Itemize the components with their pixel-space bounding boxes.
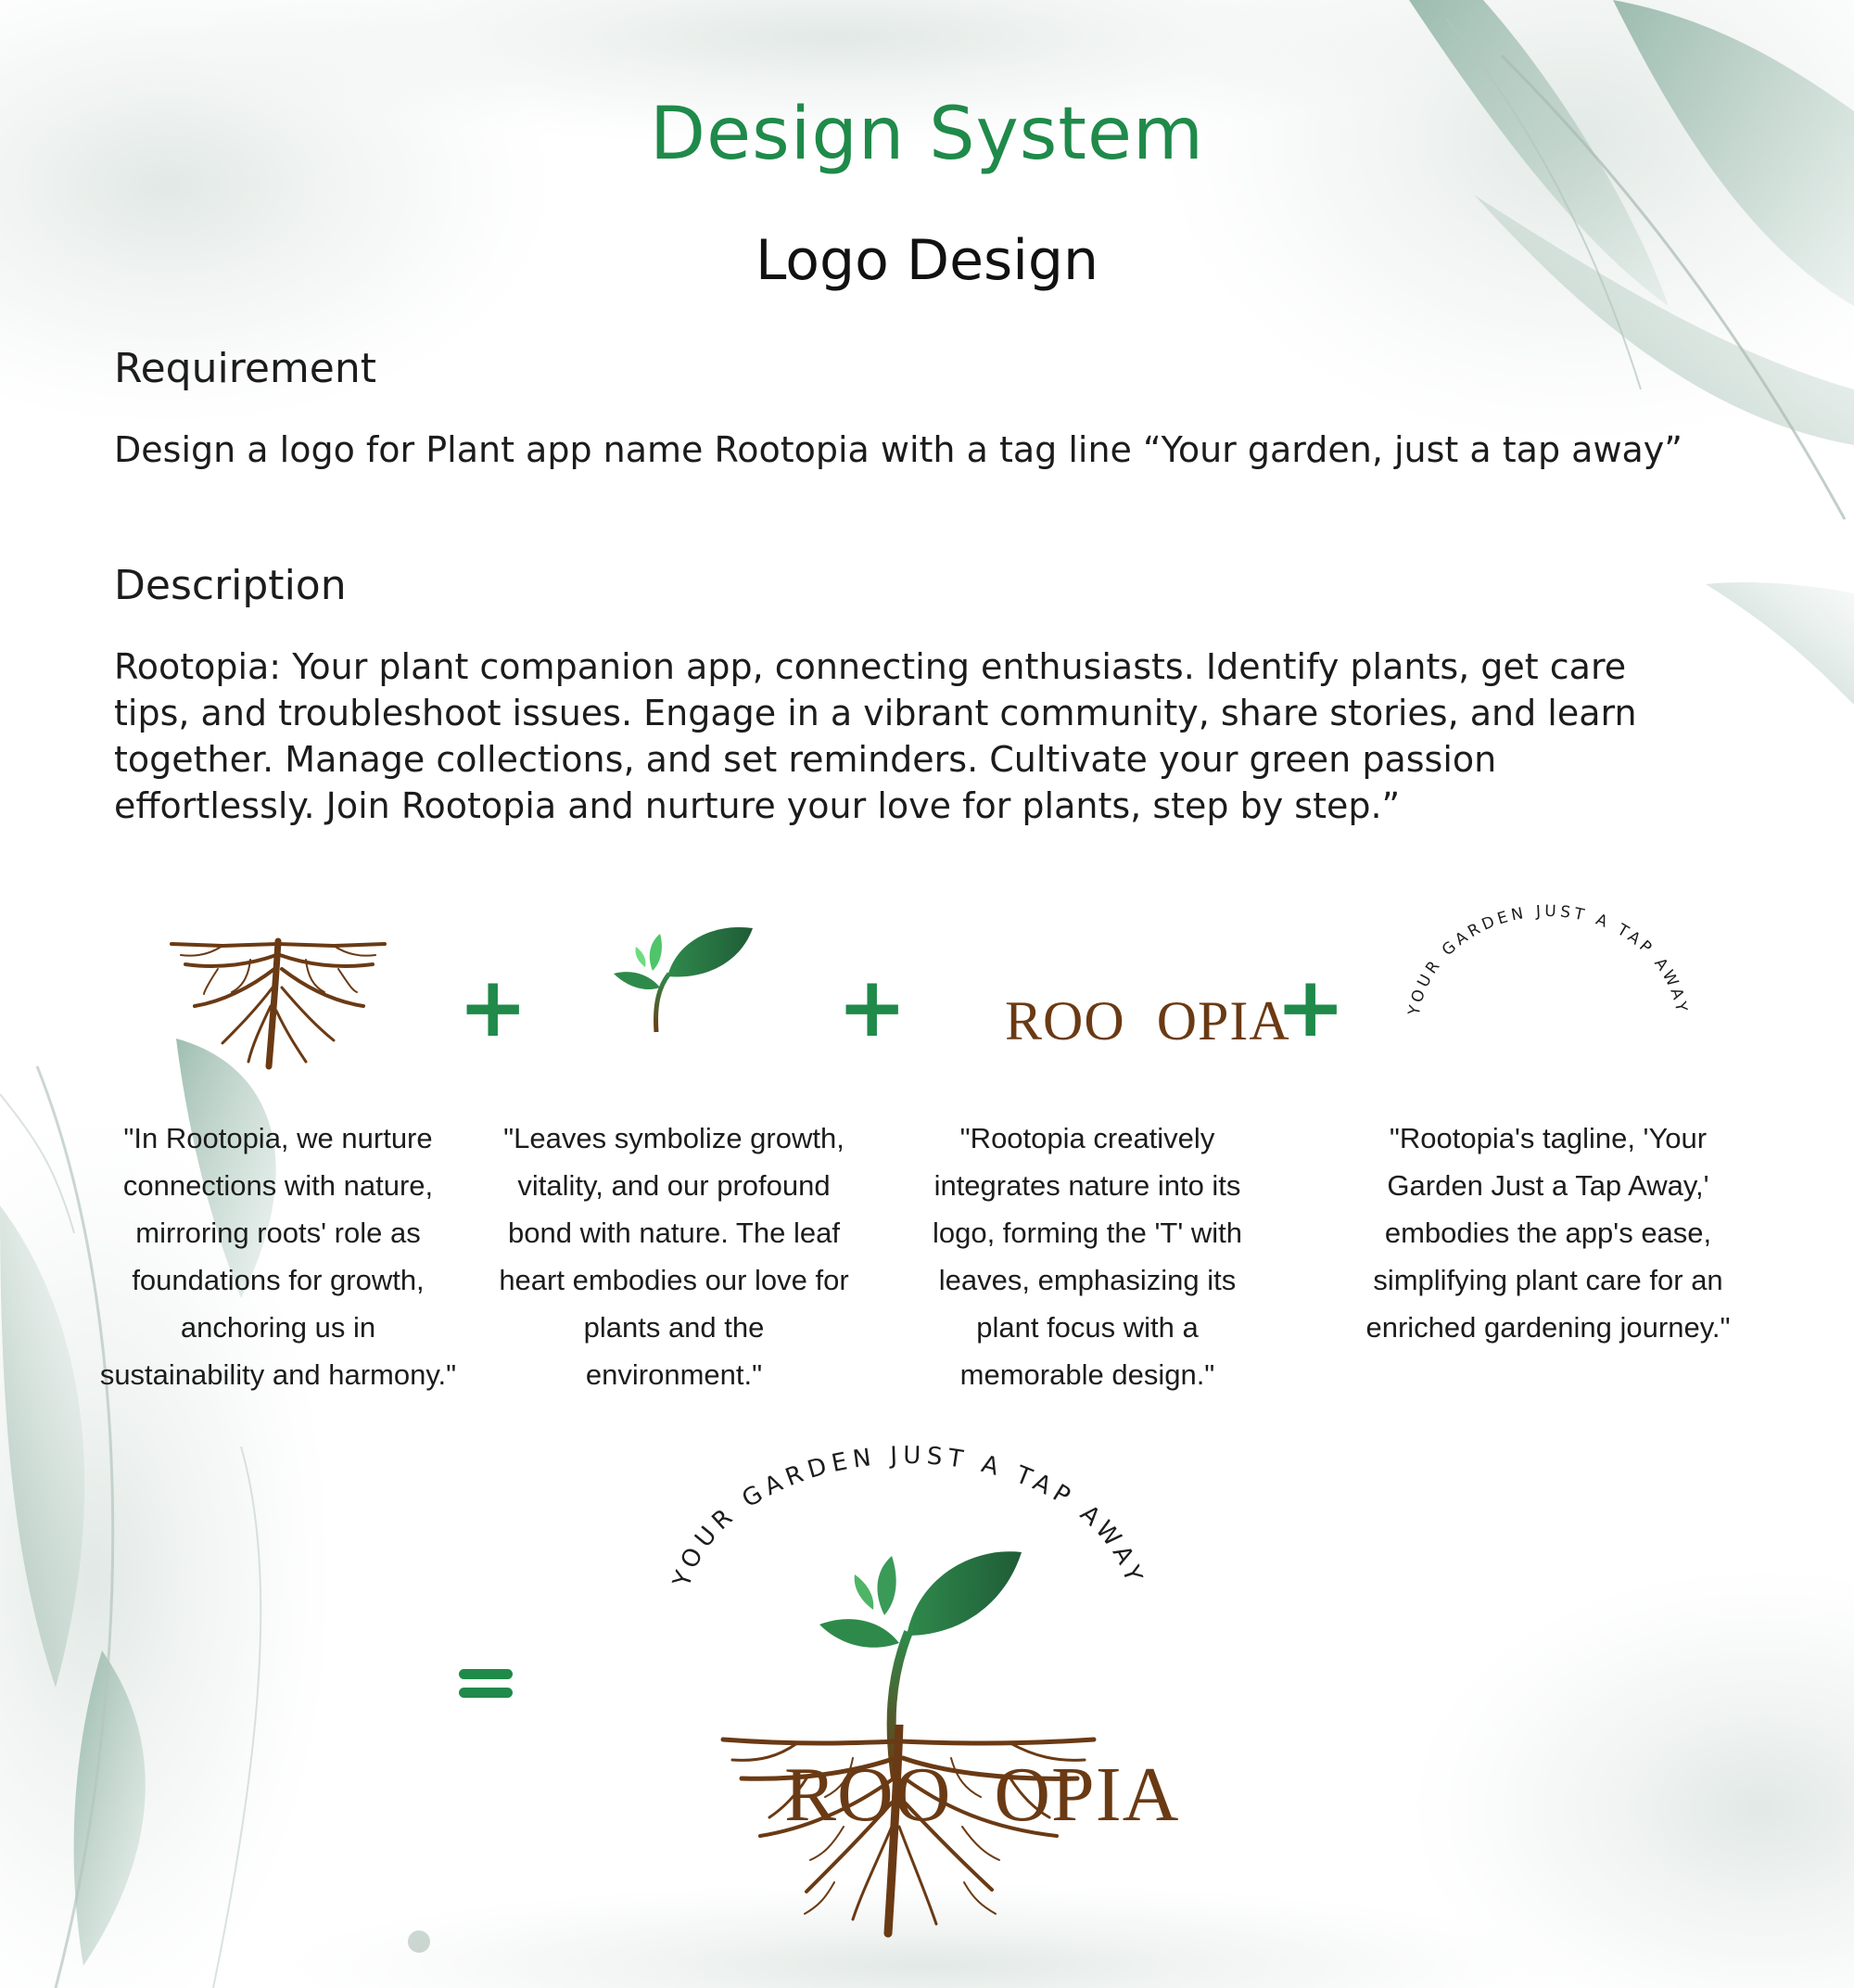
wordmark-right: OPIA bbox=[1156, 990, 1290, 1051]
caption-line: sustainability and harmony." bbox=[99, 1358, 457, 1391]
wordmark-left: ROO bbox=[1005, 990, 1125, 1051]
description-text bbox=[114, 644, 1727, 829]
caption-line: Garden Just a Tap Away,' bbox=[1387, 1169, 1709, 1202]
leaf-sprout-icon bbox=[612, 923, 760, 1034]
final-tagline-text: YOUR GARDEN JUST A TAP AWAY bbox=[667, 1441, 1149, 1591]
caption-line: "Leaves symbolize growth, bbox=[503, 1122, 844, 1154]
roots-caption bbox=[88, 1115, 468, 1398]
description-line: together. Manage collections, and set reminders. Cultivate your green passion bbox=[114, 739, 1497, 780]
description-line: effortlessly. Join Rootopia and nurture your love for plants, step by step.” bbox=[114, 785, 1401, 826]
rootopia-wordmark bbox=[946, 925, 1290, 1117]
caption-line: leaves, emphasizing its bbox=[938, 1264, 1237, 1296]
plus-operator: + bbox=[1276, 959, 1346, 1056]
caption-line: logo, forming the 'T' with bbox=[932, 1217, 1243, 1249]
caption-line: mirroring roots' role as bbox=[135, 1217, 421, 1249]
caption-line: environment." bbox=[585, 1358, 763, 1391]
roots-icon bbox=[167, 937, 389, 1076]
description-line: Rootopia: Your plant companion app, connecting enthusiasts. Identify plants, get care bbox=[114, 646, 1627, 687]
caption-line: anchoring us in bbox=[180, 1311, 376, 1344]
caption-line: integrates nature into its bbox=[933, 1169, 1241, 1202]
caption-line: enriched gardening journey." bbox=[1365, 1311, 1731, 1344]
caption-line: "Rootopia creatively bbox=[959, 1122, 1215, 1154]
caption-line: plants and the bbox=[583, 1311, 765, 1344]
page-title: Design System bbox=[650, 93, 1204, 176]
tagline-text: YOUR GARDEN JUST A TAP AWAY bbox=[1404, 901, 1692, 1017]
page-subtitle: Logo Design bbox=[755, 228, 1099, 293]
caption-line: "In Rootopia, we nurture bbox=[123, 1122, 433, 1154]
caption-line: embodies the app's ease, bbox=[1384, 1217, 1712, 1249]
final-logo-roots-icon bbox=[714, 1725, 1103, 1938]
description-line: tips, and troubleshoot issues. Engage in a vibrant community, share stories, and learn bbox=[114, 693, 1637, 733]
requirement-heading: Requirement bbox=[114, 345, 376, 392]
plus-operator: + bbox=[837, 959, 908, 1056]
caption-line: "Rootopia's tagline, 'Your bbox=[1389, 1122, 1708, 1154]
tagline-caption bbox=[1353, 1115, 1743, 1351]
description-heading: Description bbox=[114, 562, 347, 609]
caption-line: heart embodies our love for bbox=[499, 1264, 849, 1296]
caption-line: memorable design." bbox=[959, 1358, 1215, 1391]
equals-operator bbox=[459, 1660, 524, 1706]
caption-line: foundations for growth, bbox=[132, 1264, 425, 1296]
leaf-caption bbox=[484, 1115, 864, 1398]
wordmark-caption bbox=[897, 1115, 1277, 1398]
caption-line: connections with nature, bbox=[122, 1169, 434, 1202]
plus-operator: + bbox=[458, 959, 528, 1056]
tagline-arc bbox=[1390, 901, 1706, 1039]
svg-text:YOUR GARDEN JUST A TAP AWAY bbox=[1405, 902, 1692, 1018]
requirement-text: Design a logo for Plant app name Rootopia with a tag line “Your garden, just a tap away” bbox=[114, 429, 1683, 470]
caption-line: bond with nature. The leaf bbox=[508, 1217, 840, 1249]
caption-line: plant focus with a bbox=[976, 1311, 1199, 1344]
final-wordmark-left: ROO bbox=[784, 1752, 952, 1838]
caption-line: vitality, and our profound bbox=[517, 1169, 831, 1202]
final-wordmark-right: OPIA bbox=[994, 1752, 1180, 1838]
caption-line: simplifying plant care for an bbox=[1373, 1264, 1723, 1296]
